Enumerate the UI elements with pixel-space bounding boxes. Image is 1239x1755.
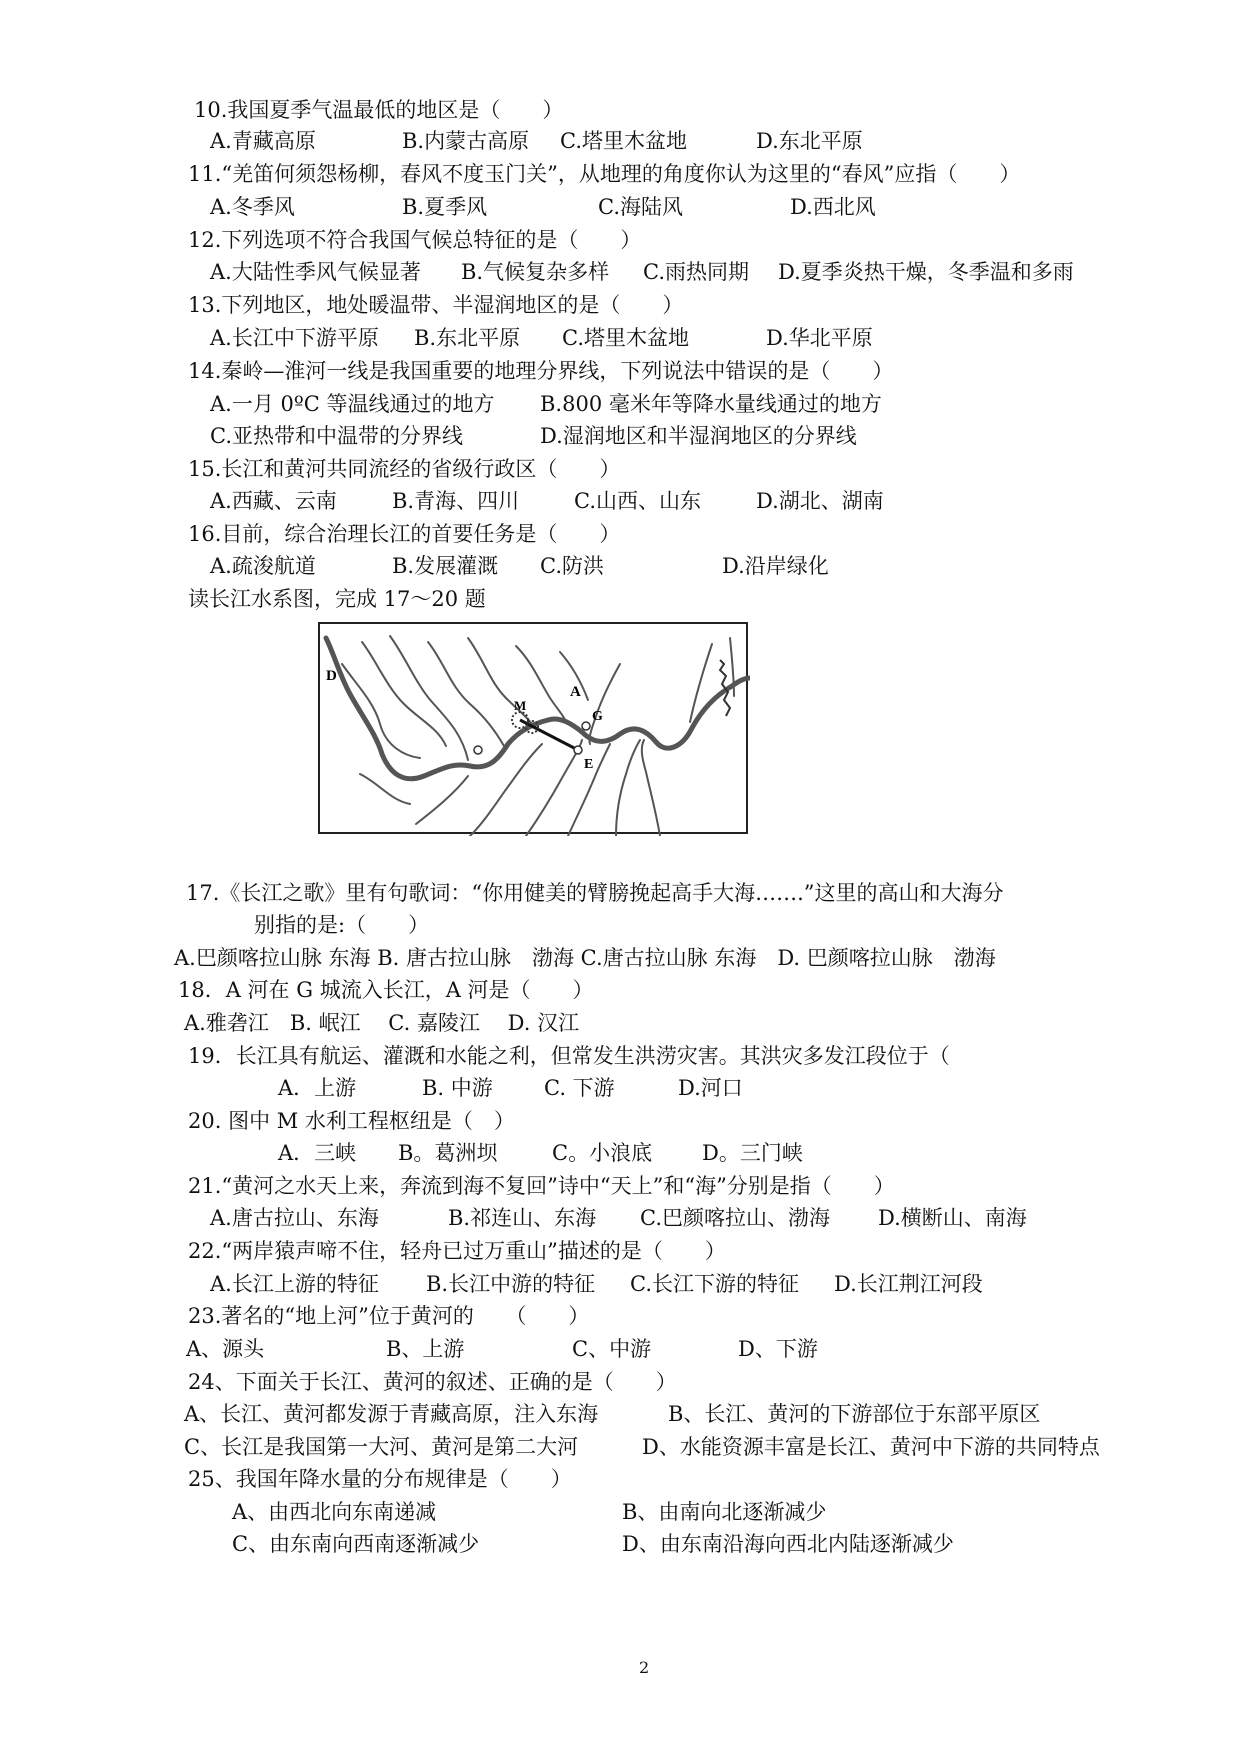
q22-stem: 22.“两岸猿声啼不住，轻舟已过万重山”描述的是（ ）: [188, 1239, 726, 1263]
g-marker: [582, 722, 590, 730]
q17-stem-2: 别指的是:（ ）: [254, 913, 430, 937]
q24-option-c: C、长江是我国第一大河、黄河是第二大河: [184, 1435, 579, 1459]
q23-option-d: D、下游: [738, 1337, 818, 1361]
q25-option-b: B、由南向北逐渐减少: [622, 1500, 827, 1524]
q25-option-d: D、由东南沿海向西北内陆逐渐减少: [622, 1532, 954, 1556]
q19-option-b: B. 中游: [422, 1076, 493, 1100]
q12-option-d: D.夏季炎热干燥，冬季温和多雨: [778, 260, 1074, 284]
q15-option-d: D.湖北、湖南: [756, 489, 884, 513]
q14-option-c: C.亚热带和中温带的分界线: [210, 424, 463, 448]
q14-option-d: D.湿润地区和半湿润地区的分界线: [540, 424, 857, 448]
q25-option-a: A、由西北向东南递减: [232, 1500, 437, 1524]
e-marker: [574, 746, 582, 754]
q21-stem: 21.“黄河之水天上来，奔流到海不复回”诗中“天上”和“海”分别是指（ ）: [188, 1174, 895, 1198]
q11-option-d: D.西北风: [790, 195, 876, 219]
q16-stem: 16.目前，综合治理长江的首要任务是（ ）: [188, 522, 621, 546]
q12-option-c: C.雨热同期: [643, 260, 749, 284]
q19-option-c: C. 下游: [544, 1076, 615, 1100]
q13-stem: 13.下列地区，地处暖温带、半湿润地区的是（ ）: [188, 293, 684, 317]
q20-option-a: A．三峡: [278, 1141, 357, 1165]
q22-option-c: C.长江下游的特征: [630, 1272, 799, 1296]
q19-stem: 19．长江具有航运、灌溉和水能之利，但常发生洪涝灾害。其洪灾多发江段位于（: [188, 1044, 950, 1068]
q14-option-a: A.一月 0ºC 等温线通过的地方: [210, 392, 495, 416]
q16-option-d: D.沿岸绿化: [722, 554, 829, 578]
q20-option-d: D。三门峡: [702, 1141, 803, 1165]
q25-stem: 25、我国年降水量的分布规律是（ ）: [188, 1467, 572, 1491]
q11-option-c: C.海陆风: [598, 195, 683, 219]
q17-stem: 17.《长江之歌》里有句歌词：“你用健美的臂膀挽起高手大海…….”这里的高山和大海分: [186, 881, 1004, 905]
q11-stem: 11.“羌笛何须怨杨柳，春风不度玉门关”，从地理的角度你认为这里的“春风”应指（ ）: [188, 162, 1021, 186]
q14-stem: 14.秦岭—淮河一线是我国重要的地理分界线，下列说法中错误的是（ ）: [188, 359, 894, 383]
q17-options: A.巴颜喀拉山脉 东海 B. 唐古拉山脉 渤海 C.唐古拉山脉 东海 D. 巴颜喀拉山脉 渤海: [174, 946, 996, 970]
q16-option-a: A.疏浚航道: [210, 554, 316, 578]
q18-options: A.雅砻江 B. 岷江 C. 嘉陵江 D. 汉江: [184, 1011, 580, 1035]
q16-option-c: C.防洪: [540, 554, 604, 578]
q15-option-a: A.西藏、云南: [210, 489, 337, 513]
q23-option-a: A、源头: [186, 1337, 265, 1361]
q21-option-a: A.唐古拉山、东海: [210, 1206, 379, 1230]
q20-option-c: C。小浪底: [552, 1141, 653, 1165]
q19-option-a: A．上游: [278, 1076, 357, 1100]
q15-option-b: B.青海、四川: [392, 489, 520, 513]
label-e: E: [584, 757, 594, 772]
q22-option-b: B.长江中游的特征: [426, 1272, 596, 1296]
q11-option-b: B.夏季风: [402, 195, 488, 219]
q23-option-c: C、中游: [572, 1337, 652, 1361]
q24-stem: 24、下面关于长江、黄河的叙述、正确的是（ ）: [188, 1370, 677, 1394]
q10-option-b: B.内蒙古高原: [402, 129, 530, 153]
yangtze-river-map: [318, 622, 748, 834]
yangtze-main-river: [326, 638, 750, 779]
q25-option-c: C、由东南向西南逐渐减少: [232, 1532, 480, 1556]
q10-option-a: A.青藏高原: [210, 129, 316, 153]
q20-option-b: B。葛洲坝: [398, 1141, 498, 1165]
q22-option-d: D.长江荆江河段: [834, 1272, 983, 1296]
label-g: G: [592, 709, 603, 724]
q18-stem: 18．A 河在 G 城流入长江，A 河是（ ）: [178, 978, 594, 1002]
q10-option-d: D.东北平原: [756, 129, 863, 153]
q22-option-a: A.长江上游的特征: [210, 1272, 379, 1296]
q15-option-c: C.山西、山东: [574, 489, 701, 513]
q13-option-d: D.华北平原: [766, 326, 873, 350]
river-system-drawing: [320, 624, 750, 836]
city-marker: [474, 746, 482, 754]
q13-option-c: C.塔里木盆地: [562, 326, 689, 350]
q19-option-d: D.河口: [678, 1076, 743, 1100]
q21-option-b: B.祁连山、东海: [448, 1206, 597, 1230]
q15-stem: 15.长江和黄河共同流经的省级行政区（ ）: [188, 457, 621, 481]
q20-stem: 20. 图中 M 水利工程枢纽是（ ）: [188, 1109, 515, 1133]
label-m: M: [514, 698, 527, 713]
q11-option-a: A.冬季风: [210, 195, 295, 219]
q23-stem: 23.著名的“地上河”位于黄河的 （ ）: [188, 1304, 590, 1328]
q13-option-a: A.长江中下游平原: [210, 326, 379, 350]
q10-stem: 10.我国夏季气温最低的地区是（ ）: [194, 98, 564, 122]
q13-option-b: B.东北平原: [414, 326, 521, 350]
q23-option-b: B、上游: [386, 1337, 465, 1361]
map-intro: 读长江水系图，完成 17～20 题: [188, 587, 486, 611]
q12-option-a: A.大陆性季风气候显著: [210, 260, 421, 284]
q12-option-b: B.气候复杂多样: [461, 260, 610, 284]
q21-option-d: D.横断山、南海: [878, 1206, 1027, 1230]
q24-option-b: B、长江、黄河的下游部位于东部平原区: [668, 1402, 1041, 1426]
q14-option-b: B.800 毫米年等降水量线通过的地方: [540, 392, 882, 416]
label-d: D: [326, 668, 337, 684]
q24-option-a: A、长江、黄河都发源于青藏高原，注入东海: [184, 1402, 599, 1426]
q24-option-d: D、水能资源丰富是长江、黄河中下游的共同特点: [642, 1435, 1100, 1459]
label-a: A: [570, 684, 581, 700]
q16-option-b: B.发展灌溉: [392, 554, 499, 578]
q10-option-c: C.塔里木盆地: [560, 129, 687, 153]
q21-option-c: C.巴颜喀拉山、渤海: [640, 1206, 830, 1230]
q12-stem: 12.下列选项不符合我国气候总特征的是（ ）: [188, 228, 642, 252]
page-number: 2: [639, 1658, 650, 1677]
